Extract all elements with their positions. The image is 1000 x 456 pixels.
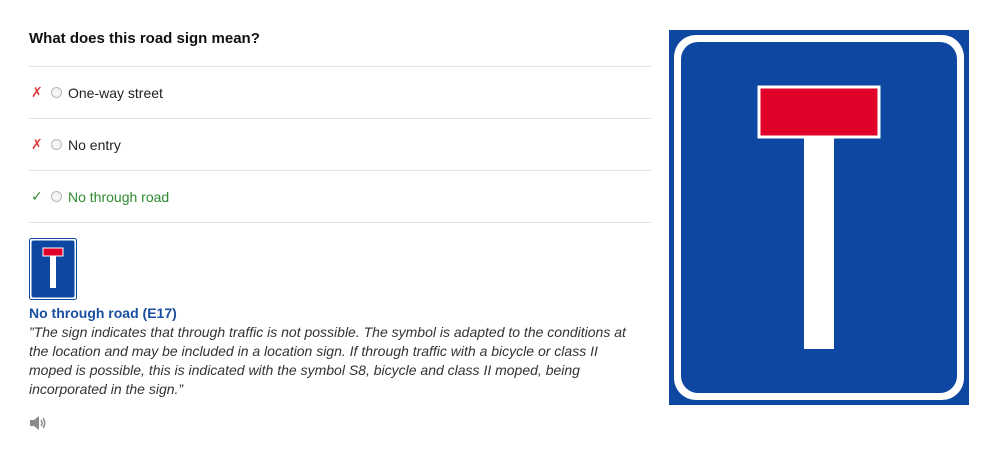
option-radio[interactable]	[51, 191, 62, 202]
no-through-road-sign-image	[669, 30, 969, 405]
question-text: What does this road sign mean?	[29, 30, 260, 47]
option-radio[interactable]	[51, 139, 62, 150]
explanation-text: ”The sign indicates that through traffic is not possible. The symbol is adapted to the conditions at the location and may be included in a location sign. If through traffic with a bicycle or class II moped is possible, this is indicated with the symbol S8, bicycle and class II moped, being incorporated in the sign.”	[29, 324, 626, 397]
cross-mark-icon: ✗	[31, 84, 43, 100]
answer-options	[29, 66, 651, 223]
check-mark-icon: ✓	[31, 188, 43, 204]
option-radio[interactable]	[51, 87, 62, 98]
speaker-icon[interactable]	[28, 414, 48, 432]
option-one-way-street[interactable]	[29, 67, 651, 119]
option-label[interactable]: No entry	[68, 136, 121, 153]
cross-mark-icon: ✗	[31, 136, 43, 152]
option-no-through-road[interactable]	[29, 171, 651, 223]
option-label[interactable]: One-way street	[68, 84, 163, 101]
option-no-entry[interactable]	[29, 119, 651, 171]
option-label[interactable]: No through road	[68, 188, 170, 205]
no-through-road-sign-thumbnail	[29, 238, 77, 300]
explanation-title: No through road (E17)	[29, 305, 177, 321]
